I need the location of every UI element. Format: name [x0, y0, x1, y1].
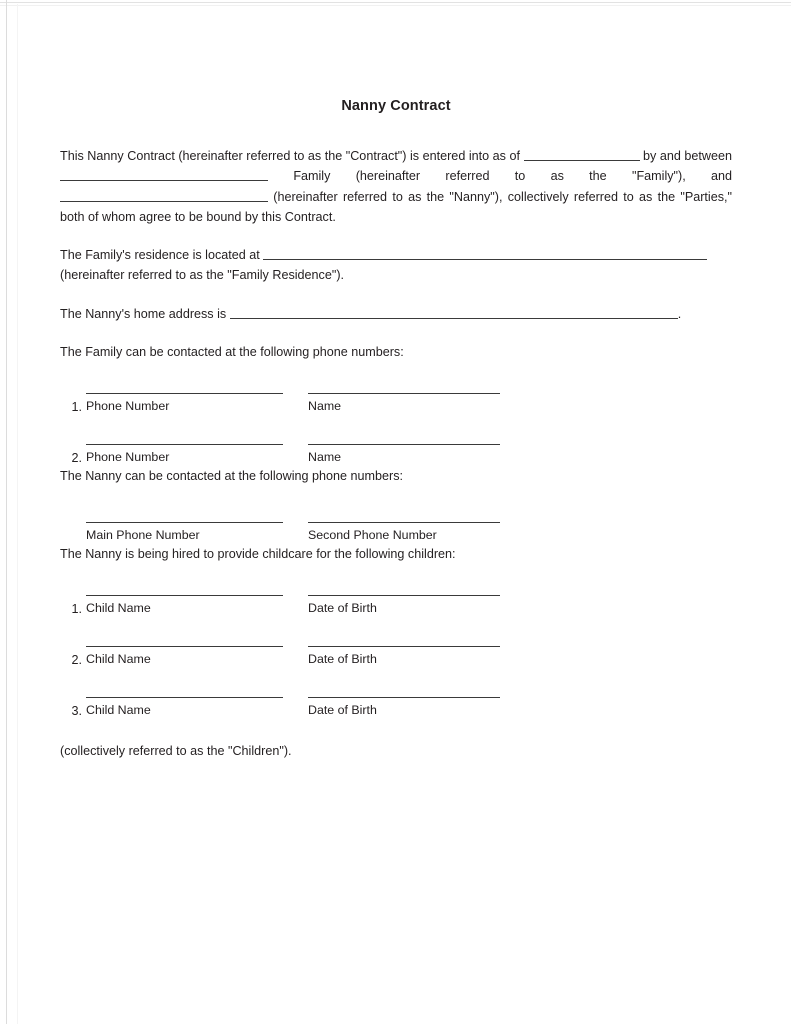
family-phone-1-name-caption: Name — [308, 399, 342, 414]
document-body — [60, 96, 732, 779]
child-3-dob-blank[interactable] — [308, 684, 500, 698]
children-lead: The Nanny is being hired to provide childcare for the following children: — [60, 546, 456, 561]
child-3-dob-caption: Date of Birth — [308, 702, 377, 717]
family-phone-1-number-caption: Phone Number — [86, 399, 170, 414]
family-phone-2-name-caption: Name — [308, 450, 342, 465]
row-index: 2. — [71, 451, 82, 466]
child-1-dob-caption: Date of Birth — [308, 600, 377, 615]
nanny-address-paragraph — [60, 304, 732, 324]
child-3-name-caption: Child Name — [86, 702, 151, 717]
family-phones-lead: The Family can be contacted at the following phone numbers: — [60, 345, 404, 360]
scan-edge-top-secondary — [0, 5, 791, 6]
family-phone-2-number-blank[interactable] — [86, 431, 283, 445]
row-index: 3. — [71, 703, 82, 718]
table-row — [60, 431, 732, 466]
child-1-dob-blank[interactable] — [308, 582, 500, 596]
table-row — [60, 380, 732, 415]
child-1-name-field — [86, 582, 283, 617]
family-phone-2-name-field — [308, 431, 500, 466]
children-note: (collectively referred to as the "Children"). — [60, 743, 292, 758]
child-3-name-field — [86, 684, 283, 719]
table-row — [60, 684, 732, 719]
nanny-phones-lead: The Nanny can be contacted at the following phone numbers: — [60, 469, 404, 484]
child-2-name-blank[interactable] — [86, 633, 283, 647]
table-row — [60, 509, 732, 544]
scan-edge-left-secondary — [17, 4, 18, 1024]
nanny-address-suffix: . — [677, 306, 682, 321]
table-row — [60, 582, 732, 617]
nanny-second-phone-blank[interactable] — [308, 509, 500, 523]
nanny-address-label: The Nanny's home address is — [60, 306, 227, 321]
intro-text-part-2: by and between — [643, 149, 733, 163]
child-2-name-caption: Child Name — [86, 651, 151, 666]
scan-edge-top — [0, 2, 791, 3]
nanny-phone-fields — [60, 509, 732, 544]
family-phone-1-name-field — [308, 380, 500, 415]
child-2-dob-blank[interactable] — [308, 633, 500, 647]
table-row — [60, 633, 732, 668]
row-index: 1. — [71, 400, 82, 415]
nanny-address-blank[interactable] — [230, 306, 678, 319]
nanny-main-phone-blank[interactable] — [86, 509, 283, 523]
nanny-main-phone-field — [86, 509, 283, 544]
effective-date-blank[interactable] — [524, 148, 640, 161]
child-1-dob-field — [308, 582, 500, 617]
family-residence-blank[interactable] — [263, 247, 707, 260]
section-spacer — [60, 719, 732, 741]
family-residence-label: The Family's residence is located at — [60, 248, 260, 263]
family-phone-2-number-caption: Phone Number — [86, 450, 170, 465]
child-2-name-field — [86, 633, 283, 668]
scan-edge-left — [6, 0, 7, 1024]
children-fields — [60, 582, 732, 719]
child-3-dob-field — [308, 684, 500, 719]
family-residence-note: (hereinafter referred to as the "Family Residence"). — [60, 268, 345, 283]
nanny-name-blank[interactable] — [60, 189, 268, 202]
family-phone-2-number-field — [86, 431, 283, 466]
child-2-dob-field — [308, 633, 500, 668]
family-phone-2-name-blank[interactable] — [308, 431, 500, 445]
child-2-dob-caption: Date of Birth — [308, 651, 377, 666]
page-title: Nanny Contract — [341, 98, 451, 114]
row-index: 2. — [71, 652, 82, 667]
family-residence-paragraph — [60, 245, 732, 265]
family-name-blank[interactable] — [60, 168, 268, 181]
family-phone-fields — [60, 380, 732, 466]
family-phone-1-number-blank[interactable] — [86, 380, 283, 394]
nanny-second-phone-field — [308, 509, 500, 544]
child-3-name-blank[interactable] — [86, 684, 283, 698]
intro-text-part-4: (hereinafter referred to as the "Nanny"), collectively referred to as the "Parties," both of whom agree to be bound by this Contract. — [60, 189, 733, 224]
intro-text-part-1: This Nanny Contract (hereinafter referred to as the "Contract") is entered into as of — [60, 149, 520, 163]
intro-paragraph — [60, 146, 732, 227]
intro-text-part-3: Family (hereinafter referred to as the "Family"), and — [293, 169, 733, 184]
row-index: 1. — [71, 601, 82, 616]
family-phone-1-name-blank[interactable] — [308, 380, 500, 394]
nanny-main-phone-caption: Main Phone Number — [86, 527, 200, 542]
child-1-name-blank[interactable] — [86, 582, 283, 596]
child-1-name-caption: Child Name — [86, 600, 151, 615]
nanny-second-phone-caption: Second Phone Number — [308, 527, 437, 542]
family-phone-1-number-field — [86, 380, 283, 415]
